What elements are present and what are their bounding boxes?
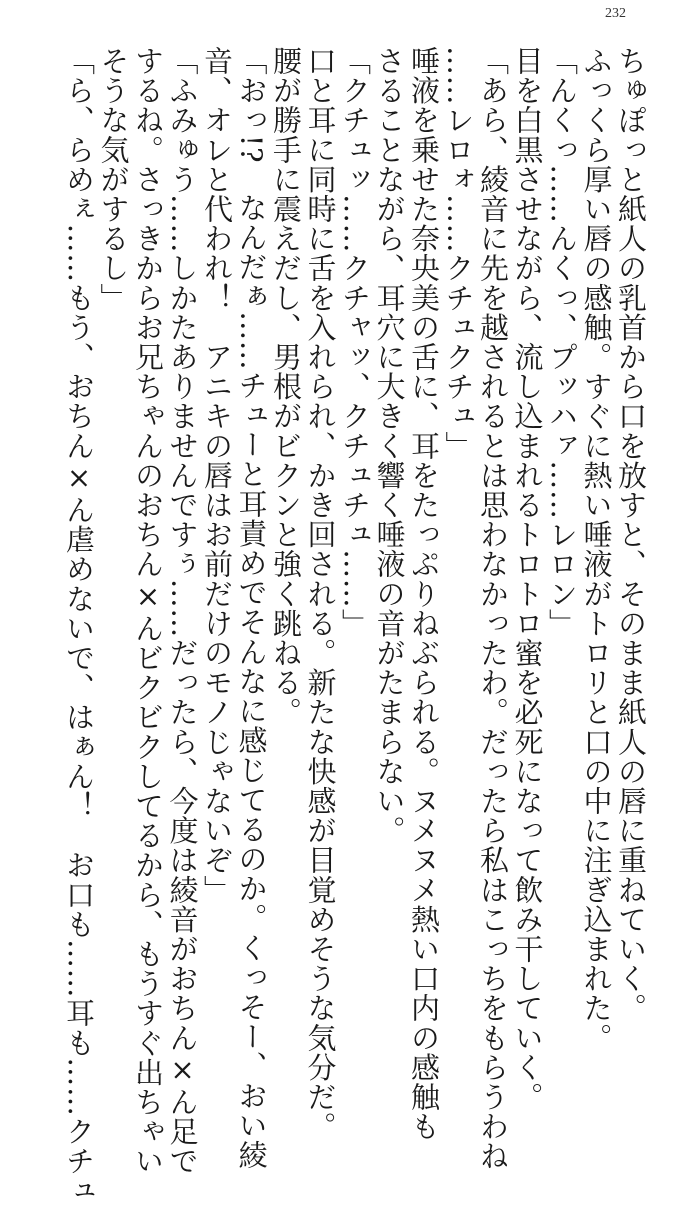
text-line: 唾液を乗せた奈央美の舌に、耳をたっぷりねぶられる。ヌメヌメ熱い口内の感触も xyxy=(407,46,441,1142)
text-line: 目を白黒させながら、流し込まれるトロトロ蜜を必死になって飲み干していく。 xyxy=(510,46,545,1112)
vertical-text-body xyxy=(58,46,648,1205)
text-line: 「ら、らめぇ……もう、おちん×ん虐めないで、はぁん！ お口も……耳も……クチュ xyxy=(62,46,96,1205)
text-line: 「クチュッ……クチャッ、クチュチュ……」 xyxy=(338,46,372,638)
text-line: 「あら、綾音に先を越されるとは思わなかったわ。だったら私はこっちをもらうわね xyxy=(476,46,510,1171)
text-line: 腰が勝手に震えだし、男根がビクンと強く跳ねる。 xyxy=(269,46,303,727)
text-line: ちゅぽっと紙人の乳首から口を放すと、そのまま紙人の唇に重ねていく。 xyxy=(614,46,648,1023)
text-line: そうな気がするし」 xyxy=(96,46,131,313)
text-line: さることながら、耳穴に大きく響く唾液の音がたまらない。 xyxy=(372,46,407,846)
text-line: するね。さっきからお兄ちゃんのおちん×んビクビクしてるから、もうすぐ出ちゃい xyxy=(131,46,165,1176)
text-line: ふっくら厚い唇の感触。すぐに熱い唾液がトロリと口の中に注ぎ込まれた。 xyxy=(579,46,614,1053)
text-line: 音、オレと代われ！ アニキの唇はお前だけのモノじゃないぞ」 xyxy=(200,46,234,905)
text-line: ……レロォ……クチュクチュ」 xyxy=(441,46,476,461)
text-line: 口と耳に同時に舌を入れられ、かき回される。新たな快感が目覚めそうな気分だ。 xyxy=(303,46,338,1142)
text-line: 「ふみゅう……しかたありませんですぅ……だったら、今度は綾音がおちん×ん足で xyxy=(165,46,200,1176)
text-line: 「おっ!? なんだぁ……チューと耳責めでそんなに感じてるのか。くっそー、おい綾 xyxy=(234,46,269,1170)
text-line: 「んくっ……んくっ、プッハァ……レロン」 xyxy=(545,46,579,638)
page-number: 232 xyxy=(605,6,626,21)
